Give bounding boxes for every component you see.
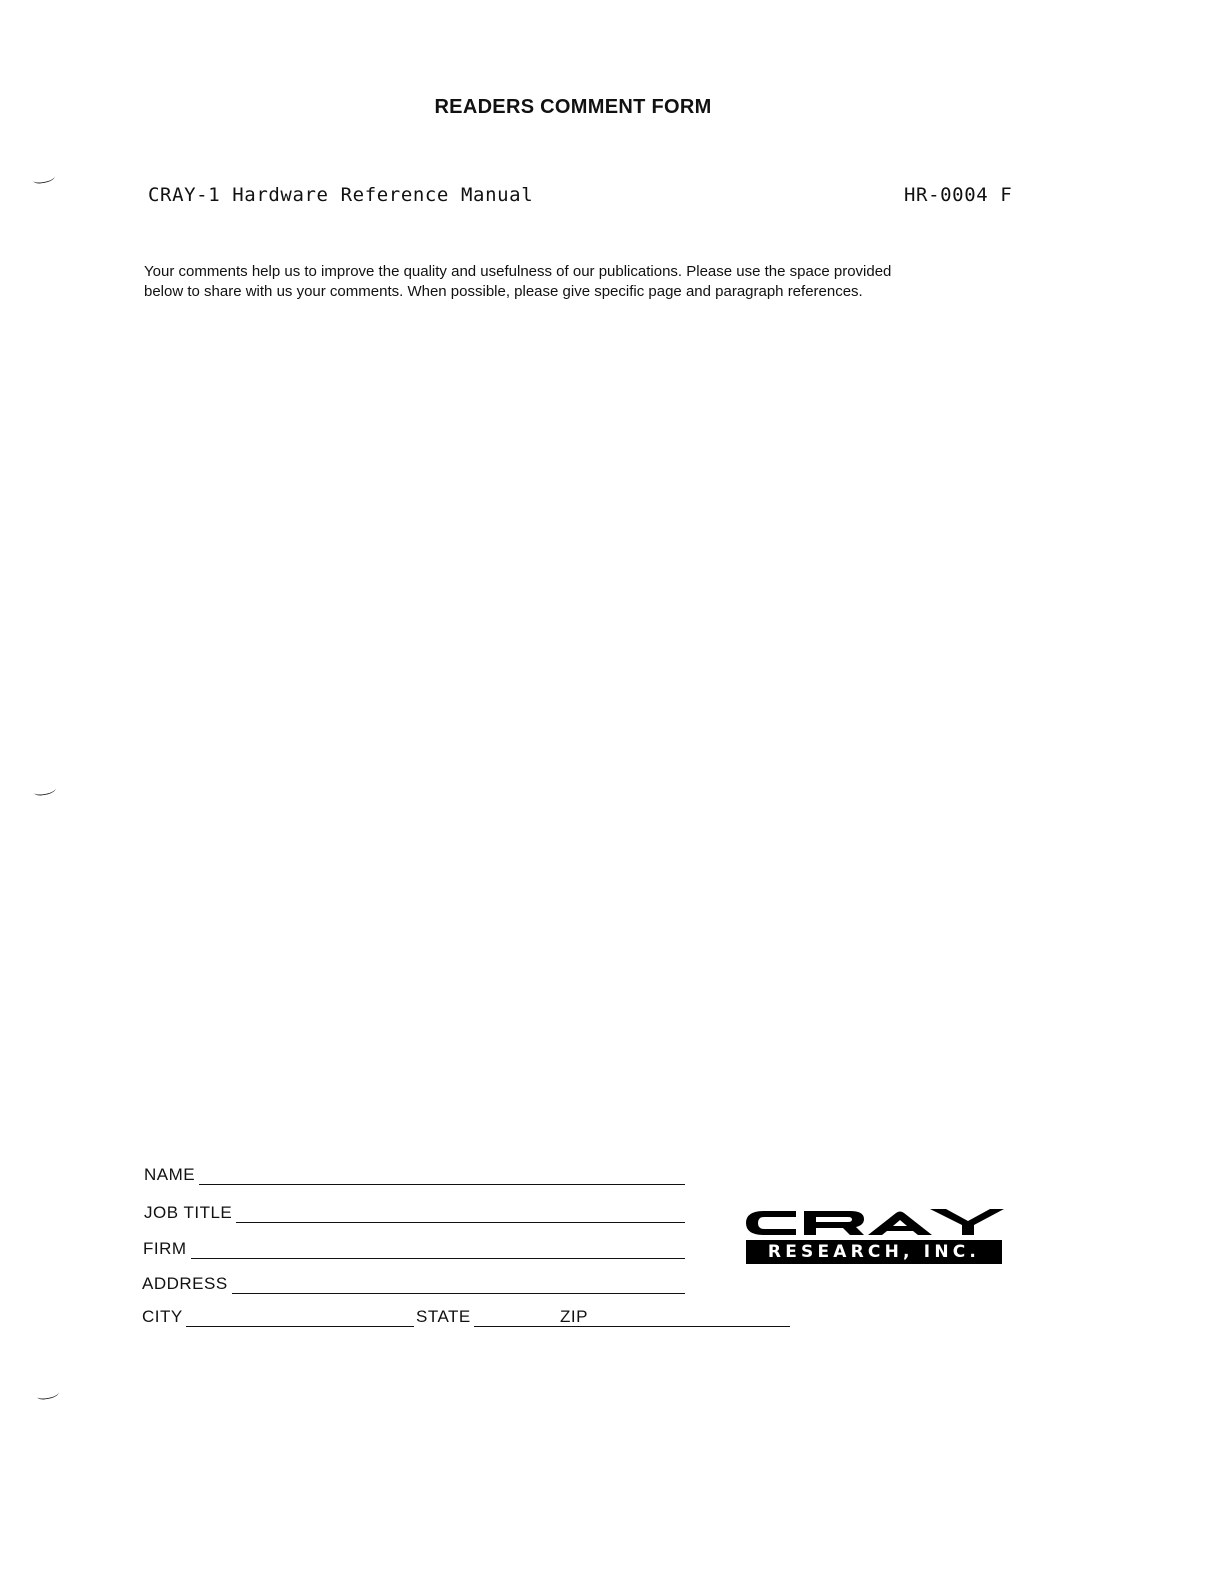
city-input[interactable] [186, 1310, 414, 1327]
binder-hole-mark [36, 1389, 59, 1401]
state-label: STATE [416, 1307, 471, 1326]
job-title-label: JOB TITLE [144, 1203, 233, 1222]
job-title-row [144, 1203, 685, 1223]
firm-input[interactable] [191, 1242, 685, 1259]
comments-area[interactable] [144, 320, 1028, 1144]
logo-caption: RESEARCH, INC. [746, 1240, 1002, 1264]
name-row [144, 1165, 685, 1185]
city-label: CITY [142, 1307, 183, 1326]
publication-number: HR-0004 F [904, 184, 1013, 206]
address-label: ADDRESS [142, 1274, 228, 1293]
job-title-input[interactable] [236, 1206, 685, 1223]
zip-label: ZIP [560, 1307, 588, 1326]
cray-logo-icon [744, 1206, 1004, 1240]
binder-hole-mark [33, 785, 56, 797]
cray-logo [744, 1206, 1004, 1266]
instructions-line: below to share with us your comments. When possible, please give specific page and paragraph references. [144, 283, 863, 300]
firm-label: FIRM [143, 1239, 187, 1258]
instructions-text [144, 262, 1044, 302]
name-label: NAME [144, 1165, 196, 1184]
manual-name: CRAY-1 Hardware Reference Manual [148, 184, 534, 206]
zip-row [560, 1307, 687, 1327]
address-input[interactable] [232, 1277, 685, 1294]
binder-hole-mark [32, 173, 55, 185]
city-row [142, 1307, 414, 1327]
name-input[interactable] [199, 1168, 685, 1185]
firm-row [143, 1239, 685, 1259]
zip-input[interactable] [591, 1310, 790, 1327]
state-row [416, 1307, 558, 1327]
instructions-line: Your comments help us to improve the quality and usefulness of our publications. Please use the space provided [144, 263, 892, 280]
page-title: READERS COMMENT FORM [434, 96, 712, 118]
address-row [142, 1274, 685, 1294]
